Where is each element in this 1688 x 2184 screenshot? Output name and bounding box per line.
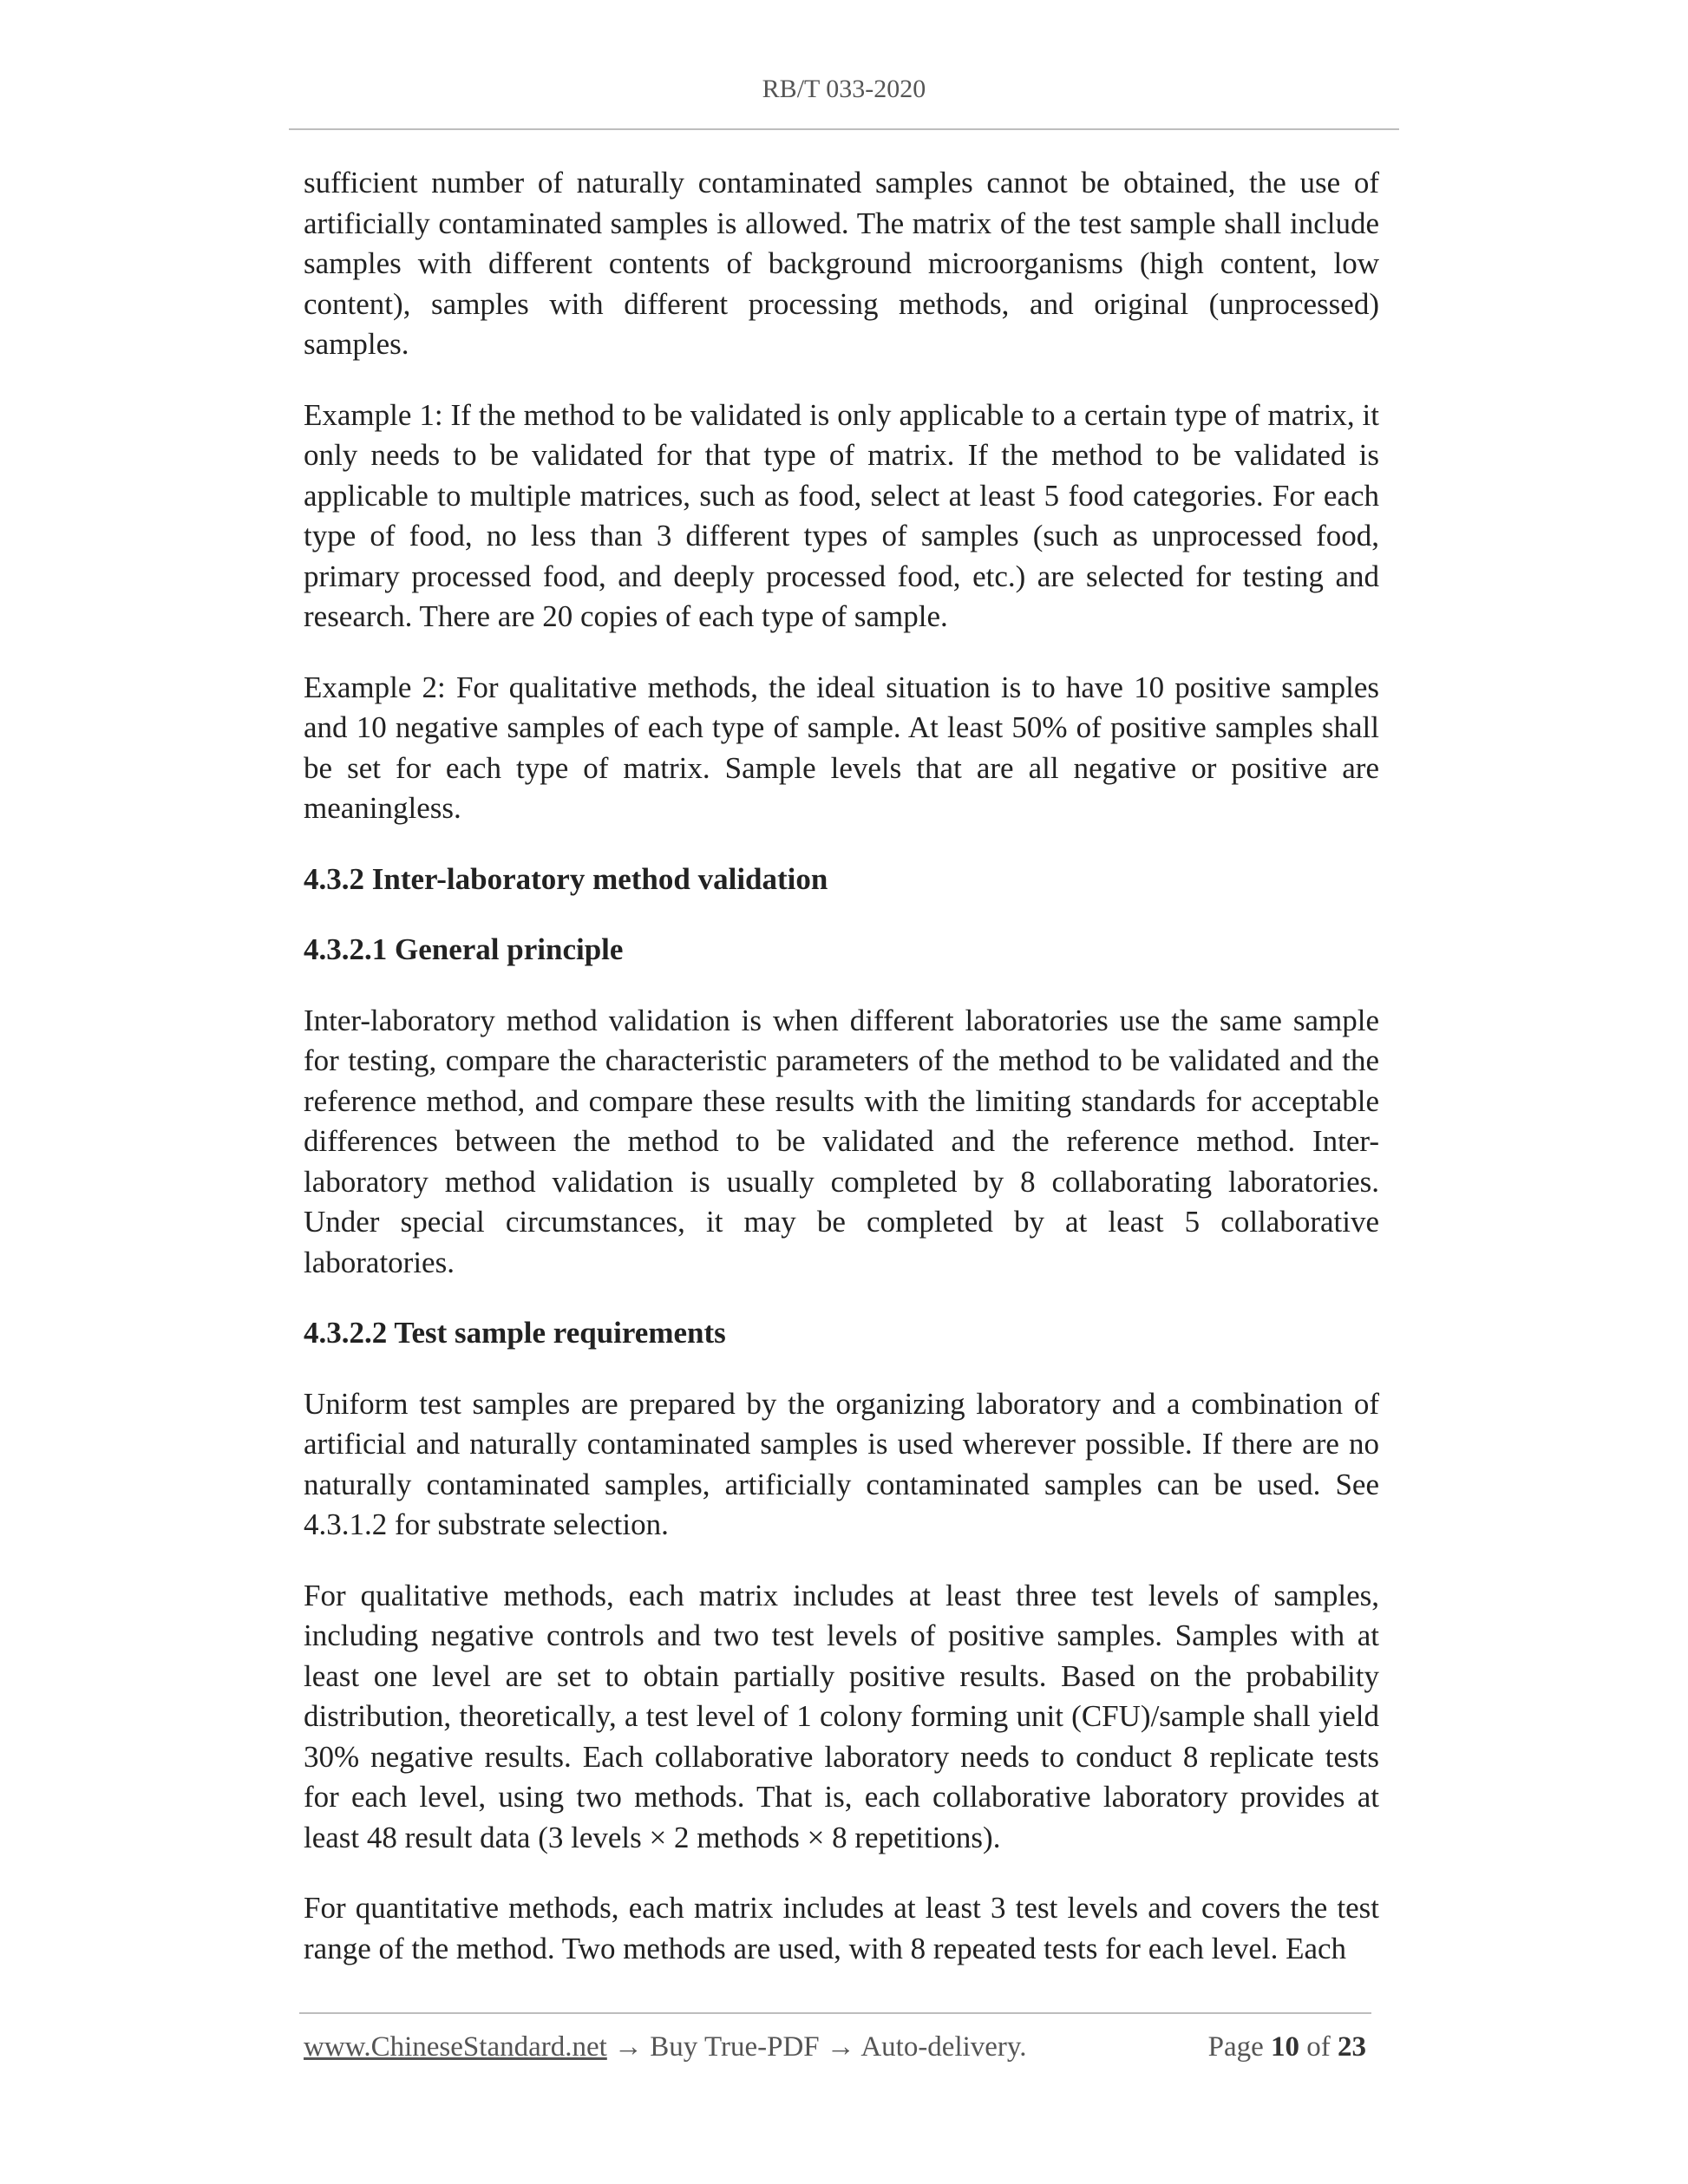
arrow-right-icon: → (614, 2031, 644, 2063)
auto-delivery-text: Auto-delivery. (860, 2031, 1027, 2063)
document-code-header: RB/T 033-2020 (762, 75, 926, 103)
paragraph-example-1: Example 1: If the method to be validated is only applicable to a certain type of matrix, it only needs to be validated for that type of matrix. If the method to be validated is applicable to multiple matrices, such as food, select at least 5 food categories. For each type of food, no less than 3 different types of samples (such as unprocessed food, primary processed food, and deeply processed food, etc.) are selected for testing and research. There are 20 copies of each type of sample. (304, 397, 1379, 633)
paragraph-qualitative-methods: For qualitative methods, each matrix includes at least three test levels of samples, including negative controls and two test levels of positive samples. Samples with at least one level are set to obtain partially positive results. Based on the probability distribution, theoretically, a test level of 1 colony forming unit (CFU)/sample shall yield 30% negative results. Each collaborative laboratory needs to conduct 8 replicate tests for each level, using two methods. That is, each collaborative laboratory provides at least 48 result data (3 levels × 2 methods × 8 repetitions). (304, 1578, 1379, 1854)
buy-true-pdf-text: Buy True-PDF (650, 2031, 820, 2063)
site-link[interactable]: www.ChineseStandard.net (304, 2031, 607, 2063)
paragraph-uniform-samples: Uniform test samples are prepared by the organizing laboratory and a combination of artificial and naturally contaminated samples is used wherever possible. If there are no naturally contaminated samples, artificially contaminated samples can be used. See 4.3.1.2 for substrate selection. (304, 1386, 1379, 1541)
page-label: Page (1207, 2031, 1264, 2063)
paragraph-contaminated-samples: sufficient number of naturally contaminated samples cannot be obtained, the use of artificially contaminated samples is allowed. The matrix of the test sample shall include samples with different contents of background microorganisms (high content, low content), samples with different processing methods, and original (unprocessed) samples. (304, 166, 1379, 361)
section-heading-4-3-2-2: 4.3.2.2 Test sample requirements (304, 1316, 726, 1350)
arrow-right-icon: → (826, 2031, 855, 2063)
footer-divider (299, 2012, 1371, 2014)
page-number: 10 (1271, 2031, 1299, 2063)
section-heading-4-3-2-1: 4.3.2.1 General principle (304, 932, 624, 966)
section-heading-4-3-2: 4.3.2 Inter-laboratory method validation (304, 861, 828, 896)
paragraph-example-2: Example 2: For qualitative methods, the ideal situation is to have 10 positive samples and 10 negative samples of each type of sample. At least 50% of positive samples shall be set for each type of matrix. Sample levels that are all negative or positive are meaningless. (304, 670, 1379, 825)
page-footer (304, 2031, 1371, 2063)
header-divider (289, 128, 1399, 130)
page-total: 23 (1338, 2031, 1366, 2063)
page-body (304, 163, 1379, 1999)
page-indicator (1208, 2031, 1366, 2063)
paragraph-quantitative-methods: For quantitative methods, each matrix includes at least 3 test levels and covers the test range of the method. Two methods are used, with 8 repeated tests for each level. Each (304, 1891, 1379, 1965)
paragraph-general-principle: Inter-laboratory method validation is when different laboratories use the same sample for testing, compare the characteristic parameters of the method to be validated and the reference method, and compare these results with the limiting standards for acceptable differences between the method to be validated and the reference method. Inter-laboratory method validation is usually completed by 8 collaborating laboratories. Under special circumstances, it may be completed by at least 5 collaborative laboratories. (304, 1003, 1379, 1279)
of-label: of (1306, 2031, 1331, 2063)
